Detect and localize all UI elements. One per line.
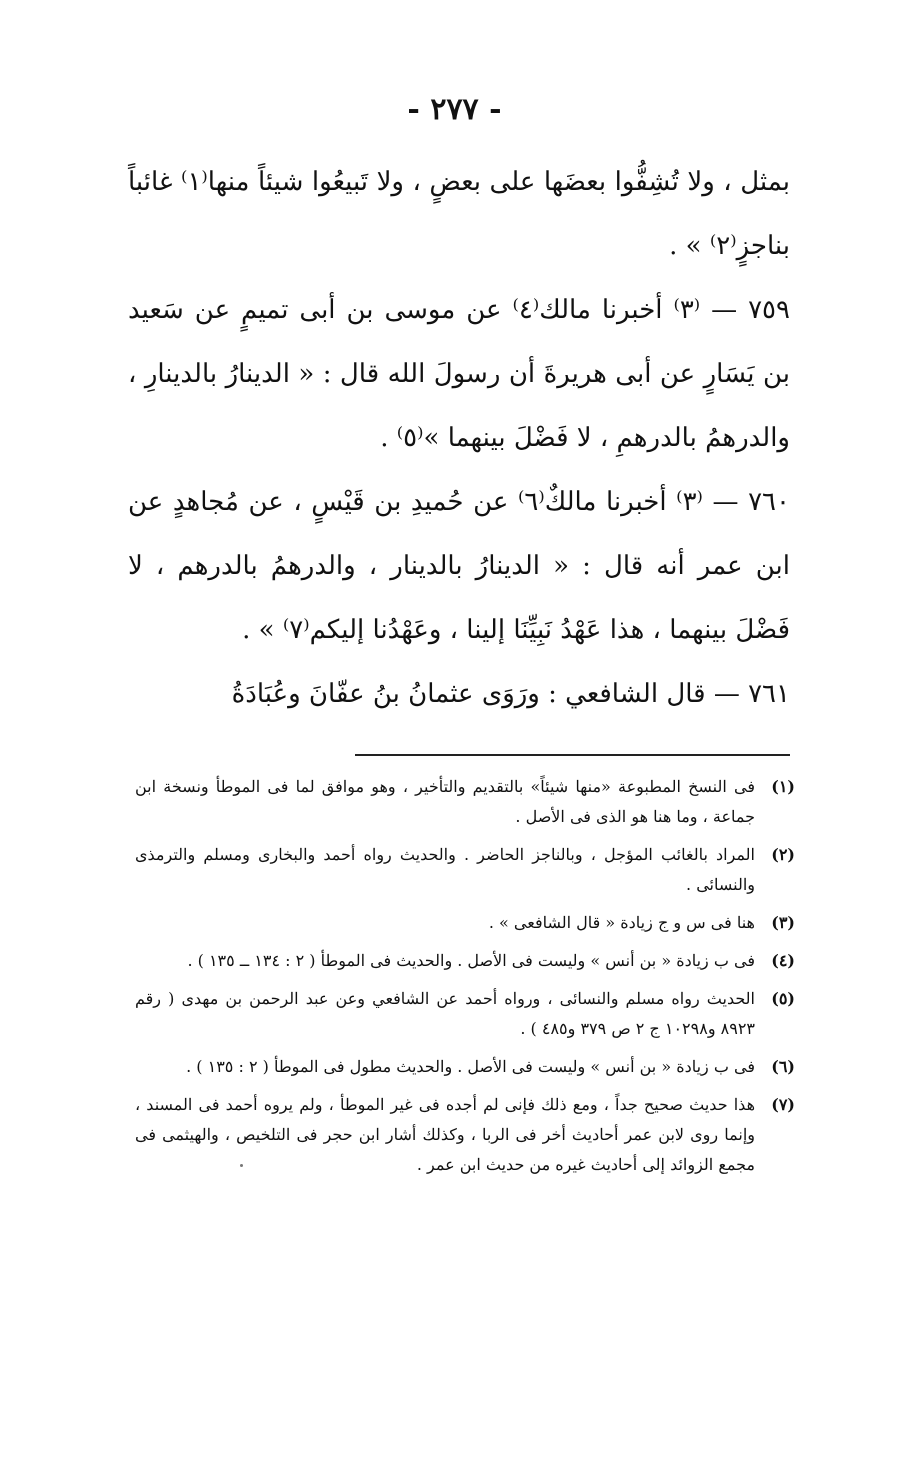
footnote-number: (١) bbox=[771, 777, 795, 796]
footnote-text: هنا فى س و ج زيادة « قال الشافعى » . bbox=[488, 913, 755, 932]
paragraph-continuation: بمثل ، ولا تُشِفُّوا بعضَها على بعضٍ ، ولا تَبيعُوا شيئاً منها⁽١⁾ غائباً بناجزٍ⁽٢⁾ » . bbox=[128, 167, 790, 261]
footnote-number: (٦) bbox=[771, 1057, 795, 1076]
footnote-text: فى ب زيادة « بن أنس » وليست فى الأصل . والحديث فى الموطأ ( ٢ : ١٣٤ ــ ١٣٥ ) . bbox=[187, 951, 755, 970]
main-text bbox=[128, 150, 790, 726]
footnote-text: الحديث رواه مسلم والنسائى ، ورواه أحمد عن الشافعي وعن عبد الرحمن بن مهدى ( رقم ٨٩٢٣ و١٠٢٩٨ ج ٢ ص ٣٧٩ و٤٨٥ ) . bbox=[135, 989, 755, 1038]
footnote-7 bbox=[135, 1090, 795, 1180]
footnote-2 bbox=[135, 840, 795, 900]
footnote-separator bbox=[355, 754, 790, 756]
print-speck bbox=[240, 1164, 243, 1167]
footnote-number: (٢) bbox=[771, 845, 795, 864]
page-number: - ٢٧٧ - bbox=[407, 92, 502, 127]
footnote-number: (٧) bbox=[771, 1095, 795, 1114]
footnote-6 bbox=[135, 1052, 795, 1082]
footnote-5 bbox=[135, 984, 795, 1044]
footnote-3 bbox=[135, 908, 795, 938]
footnote-text: المراد بالغائب المؤجل ، وبالناجز الحاضر . والحديث رواه أحمد والبخارى ومسلم والترمذى والنسائى . bbox=[135, 845, 755, 894]
footnote-4 bbox=[135, 946, 795, 976]
footnote-number: (٤) bbox=[771, 951, 795, 970]
paragraph-hadith-759: ٧٥٩ — ⁽٣⁾ أخبرنا مالك⁽٤⁾ عن موسى بن أبى تميمٍ عن سَعيد بن يَسَارٍ عن أبى هريرةَ أن رسولَ الله قال : « الدينارُ بالدينارِ ، والدرهمُ بالدرهمِ ، لا فَضْلَ بينهما »⁽٥⁾ . bbox=[128, 295, 790, 453]
footnote-number: (٥) bbox=[771, 989, 795, 1008]
footnotes bbox=[135, 772, 795, 1188]
footnote-1 bbox=[135, 772, 795, 832]
paragraph-hadith-761: ٧٦١ — قال الشافعي : ورَوَى عثمانُ بنُ عفّانَ وعُبَادَةُ bbox=[231, 679, 790, 709]
footnote-text: فى النسخ المطبوعة «منها شيئاً» بالتقديم والتأخير ، وهو موافق لما فى الموطأ ونسخة ابن جماعة ، وما هنا هو الذى فى الأصل . bbox=[135, 777, 755, 826]
paragraph-hadith-760: ٧٦٠ — ⁽٣⁾ أخبرنا مالكٌ⁽٦⁾ عن حُميدِ بن قَيْسٍ ، عن مُجاهدٍ عن ابن عمر أنه قال : « الدينارُ بالدينار ، والدرهمُ بالدرهم ، لا فَضْلَ بينهما ، هذا عَهْدُ نَبِيِّنَا إلينا ، وعَهْدُنا إليكم⁽٧⁾ » . bbox=[128, 487, 790, 645]
footnote-text: هذا حديث صحيح جداً ، ومع ذلك فإنى لم أجده فى غير الموطأ ، ولم يروه أحمد فى المسند ، وإنما روى لابن عمر أحاديث أخر فى الربا ، وكذلك أشار ابن حجر فى التلخيص ، والهيثمى فى مجمع الزوائد إلى أحاديث غيره من حديث ابن عمر . bbox=[135, 1095, 756, 1174]
footnote-text: فى ب زيادة « بن أنس » وليست فى الأصل . والحديث مطول فى الموطأ ( ٢ : ١٣٥ ) . bbox=[186, 1057, 755, 1076]
footnote-number: (٣) bbox=[771, 913, 795, 932]
